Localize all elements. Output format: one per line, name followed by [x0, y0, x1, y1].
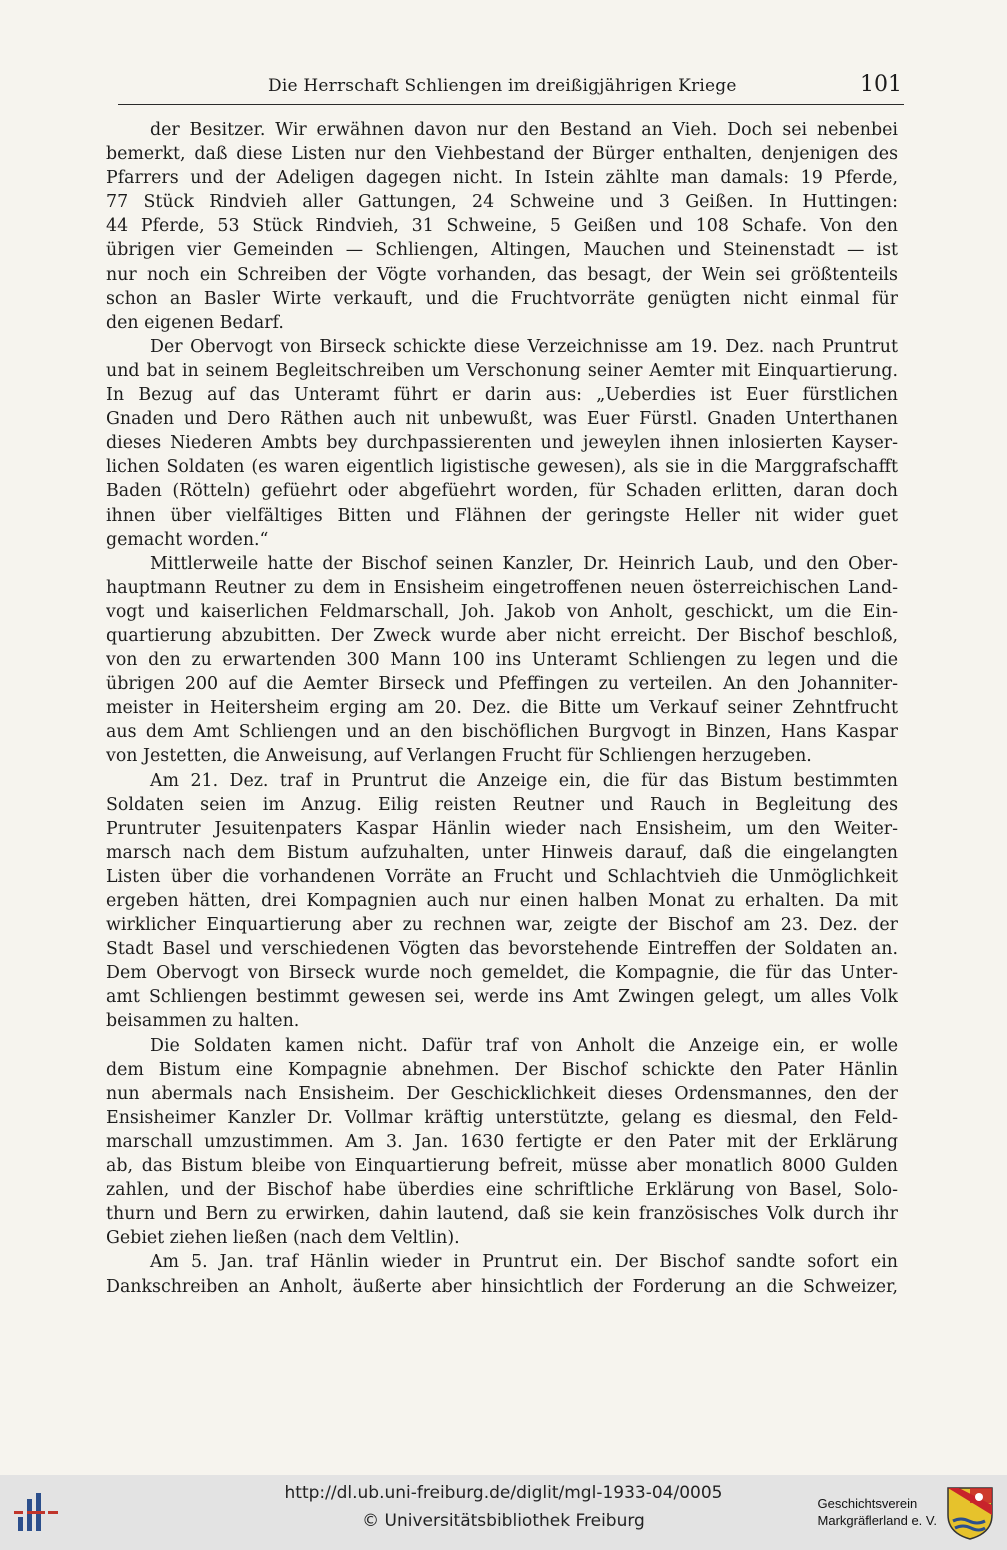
document-url[interactable]: http://dl.ub.uni-freiburg.de/diglit/mgl-1933-04/0005	[284, 1483, 723, 1503]
text-line: zahlen, und der Bischof habe überdies eine schriftliche Erklärung von Basel, Solo-	[106, 1180, 898, 1201]
text-line: Dem Obervogt von Birseck wurde noch gemeldet, die Kompagnie, die für das Unter-	[106, 963, 898, 984]
text-line: wirklicher Einquartierung aber zu rechnen war, zeigte der Bischof am 23. Dez. der	[106, 915, 898, 936]
text-line: Dankschreiben an Anholt, äußerte aber hinsichtlich der Forderung an die Schweizer,	[106, 1276, 898, 1297]
paragraph	[106, 769, 898, 1034]
page-number: 101	[860, 72, 902, 97]
text-line: Gnaden und Dero Räthen auch nit unbewußt, was Euer Fürstl. Gnaden Unterthanen	[106, 409, 898, 430]
text-line: lichen Soldaten (es waren eigentlich ligistische gewesen), als sie in die Marggrafschafft	[106, 457, 898, 478]
paragraph	[106, 335, 898, 552]
coat-of-arms-icon[interactable]	[945, 1485, 995, 1541]
paragraph	[106, 1034, 898, 1251]
text-line: ihnen über vielfältiges Bitten und Flähnen der geringste Heller nit wider guet	[106, 505, 898, 526]
text-line: Gebiet ziehen ließen (nach dem Veltlin).	[106, 1228, 460, 1249]
paragraph	[106, 118, 898, 335]
text-line: übrigen 200 auf die Aemter Birseck und Pfeffingen zu verteilen. An den Johanniter-	[106, 674, 898, 695]
society-line-2: Markgräflerland e. V.	[817, 1513, 937, 1528]
text-line: meister in Heitersheim erging am 20. Dez. die Bitte um Verkauf seiner Zehntfrucht	[106, 698, 898, 719]
text-line: Stadt Basel und verschiedenen Vögten das bevorstehende Eintreffen der Soldaten an.	[106, 939, 898, 960]
text-line: hauptmann Reutner zu dem in Ensisheim eingetroffenen neuen österreichischen Land-	[106, 577, 898, 598]
text-line: Am 5. Jan. traf Hänlin wieder in Pruntrut ein. Der Bischof sandte sofort ein	[150, 1252, 898, 1273]
text-line: schon an Basler Wirte verkauft, und die Fruchtvorräte genügten nicht einmal für	[106, 288, 898, 309]
text-line: nun abermals nach Ensisheim. Der Geschicklichkeit dieses Ordensmannes, den der	[106, 1083, 898, 1104]
text-line: dem Bistum eine Kompagnie abnehmen. Der Bischof schickte den Pater Hänlin	[106, 1059, 898, 1080]
text-line: marsch nach dem Bistum aufzuhalten, unter Hinweis darauf, daß die eingelangten	[106, 842, 898, 863]
text-line: von Jestetten, die Anweisung, auf Verlangen Frucht für Schliengen herzugeben.	[106, 746, 812, 767]
text-line: von den zu erwartenden 300 Mann 100 ins Unteramt Schliengen zu legen und die	[106, 650, 898, 671]
text-line: dieses Niederen Ambts bey durchpassierenten und jeweylen ihnen inlosierten Kayser-	[106, 433, 898, 454]
text-line: ergeben hätten, drei Kompagnien auch nur einen halben Monat zu erhalten. Da mit	[106, 891, 898, 911]
text-line: vogt und kaiserlichen Feldmarschall, Joh. Jakob von Anholt, geschickt, um die Ein-	[106, 601, 898, 622]
copyright-notice: © Universitätsbibliothek Freiburg	[362, 1511, 645, 1531]
text-line: bemerkt, daß diese Listen nur den Viehbestand der Bürger enthalten, denjenigen des	[106, 144, 898, 165]
text-line: 77 Stück Rindvieh aller Gattungen, 24 Schweine und 3 Geißen. In Huttingen:	[106, 192, 898, 213]
text-line: der Besitzer. Wir erwähnen davon nur den Bestand an Vieh. Doch sei nebenbei	[150, 120, 898, 140]
text-line: Soldaten seien im Anzug. Eilig reisten Reutner und Rauch in Begleitung des	[106, 794, 898, 815]
text-line: marschall umzustimmen. Am 3. Jan. 1630 fertigte er den Pater mit der Erklärung	[106, 1131, 898, 1152]
text-line: Listen über die vorhandenen Vorräte an Frucht und Schlachtvieh die Unmöglichkeit	[106, 866, 898, 887]
text-line: Am 21. Dez. traf in Pruntrut die Anzeige ein, die für das Bistum bestimmten	[150, 770, 898, 791]
text-line: und bat in seinem Begleitschreiben um Verschonung seiner Aemter mit Einquartierung.	[106, 360, 898, 381]
text-line: Die Soldaten kamen nicht. Dafür traf von Anholt die Anzeige ein, er wolle	[150, 1035, 898, 1056]
text-line: beisammen zu halten.	[106, 1011, 300, 1032]
text-line: aus dem Amt Schliengen und an den bischöflichen Burgvogt in Binzen, Hans Kaspar	[106, 722, 898, 743]
text-line: Pruntruter Jesuitenpaters Kaspar Hänlin wieder nach Ensisheim, um den Weiter-	[106, 818, 898, 839]
body-text	[106, 118, 898, 1299]
text-line: Mittlerweile hatte der Bischof seinen Kanzler, Dr. Heinrich Laub, und den Ober-	[150, 553, 898, 574]
text-line: thurn und Bern zu erwirken, dahin lautend, daß sie kein französisches Volk durch ihr	[106, 1204, 898, 1225]
text-line: übrigen vier Gemeinden — Schliengen, Altingen, Mauchen und Steinenstadt — ist	[106, 240, 898, 261]
text-line: nur noch ein Schreiben der Vögte vorhanden, das besagt, der Wein sei größtenteils	[106, 264, 898, 285]
paragraph	[106, 552, 898, 769]
text-line: gemacht worden.“	[106, 529, 269, 550]
paragraph	[106, 1250, 898, 1298]
text-line: Ensisheimer Kanzler Dr. Vollmar kräftig unterstützte, gelang es diesmal, den Feld-	[106, 1107, 898, 1128]
text-line: amt Schliengen bestimmt gewesen sei, werde ins Amt Zwingen gelegt, um alles Volk	[106, 987, 898, 1008]
viewer-footer	[0, 1475, 1007, 1550]
text-line: Pfarrers und der Adeligen dagegen nicht. In Istein zählte man damals: 19 Pferde,	[106, 168, 898, 189]
text-line: den eigenen Bedarf.	[106, 312, 284, 333]
society-name[interactable]	[818, 1495, 937, 1529]
society-line-1: Geschichtsverein	[817, 1496, 918, 1511]
text-line: Der Obervogt von Birseck schickte diese Verzeichnisse am 19. Dez. nach Pruntrut	[150, 336, 898, 357]
text-line: In Bezug auf das Unteramt führt er darin aus: „Ueberdies ist Euer fürstlichen	[106, 385, 898, 406]
running-head: Die Herrschaft Schliengen im dreißigjährigen Kriege	[268, 76, 737, 96]
text-line: ab, das Bistum bleibe von Einquartierung befreit, müsse aber monatlich 8000 Gulden	[106, 1156, 898, 1177]
text-line: quartierung abzubitten. Der Zweck wurde aber nicht erreicht. Der Bischof beschloß,	[106, 625, 898, 646]
page-header	[118, 72, 904, 105]
text-line: 44 Pferde, 53 Stück Rindvieh, 31 Schweine, 5 Geißen und 108 Schafe. Von den	[106, 216, 898, 237]
text-line: Baden (Rötteln) gefüehrt oder abgefüehrt worden, für Schaden erlitten, daran doch	[106, 481, 898, 502]
